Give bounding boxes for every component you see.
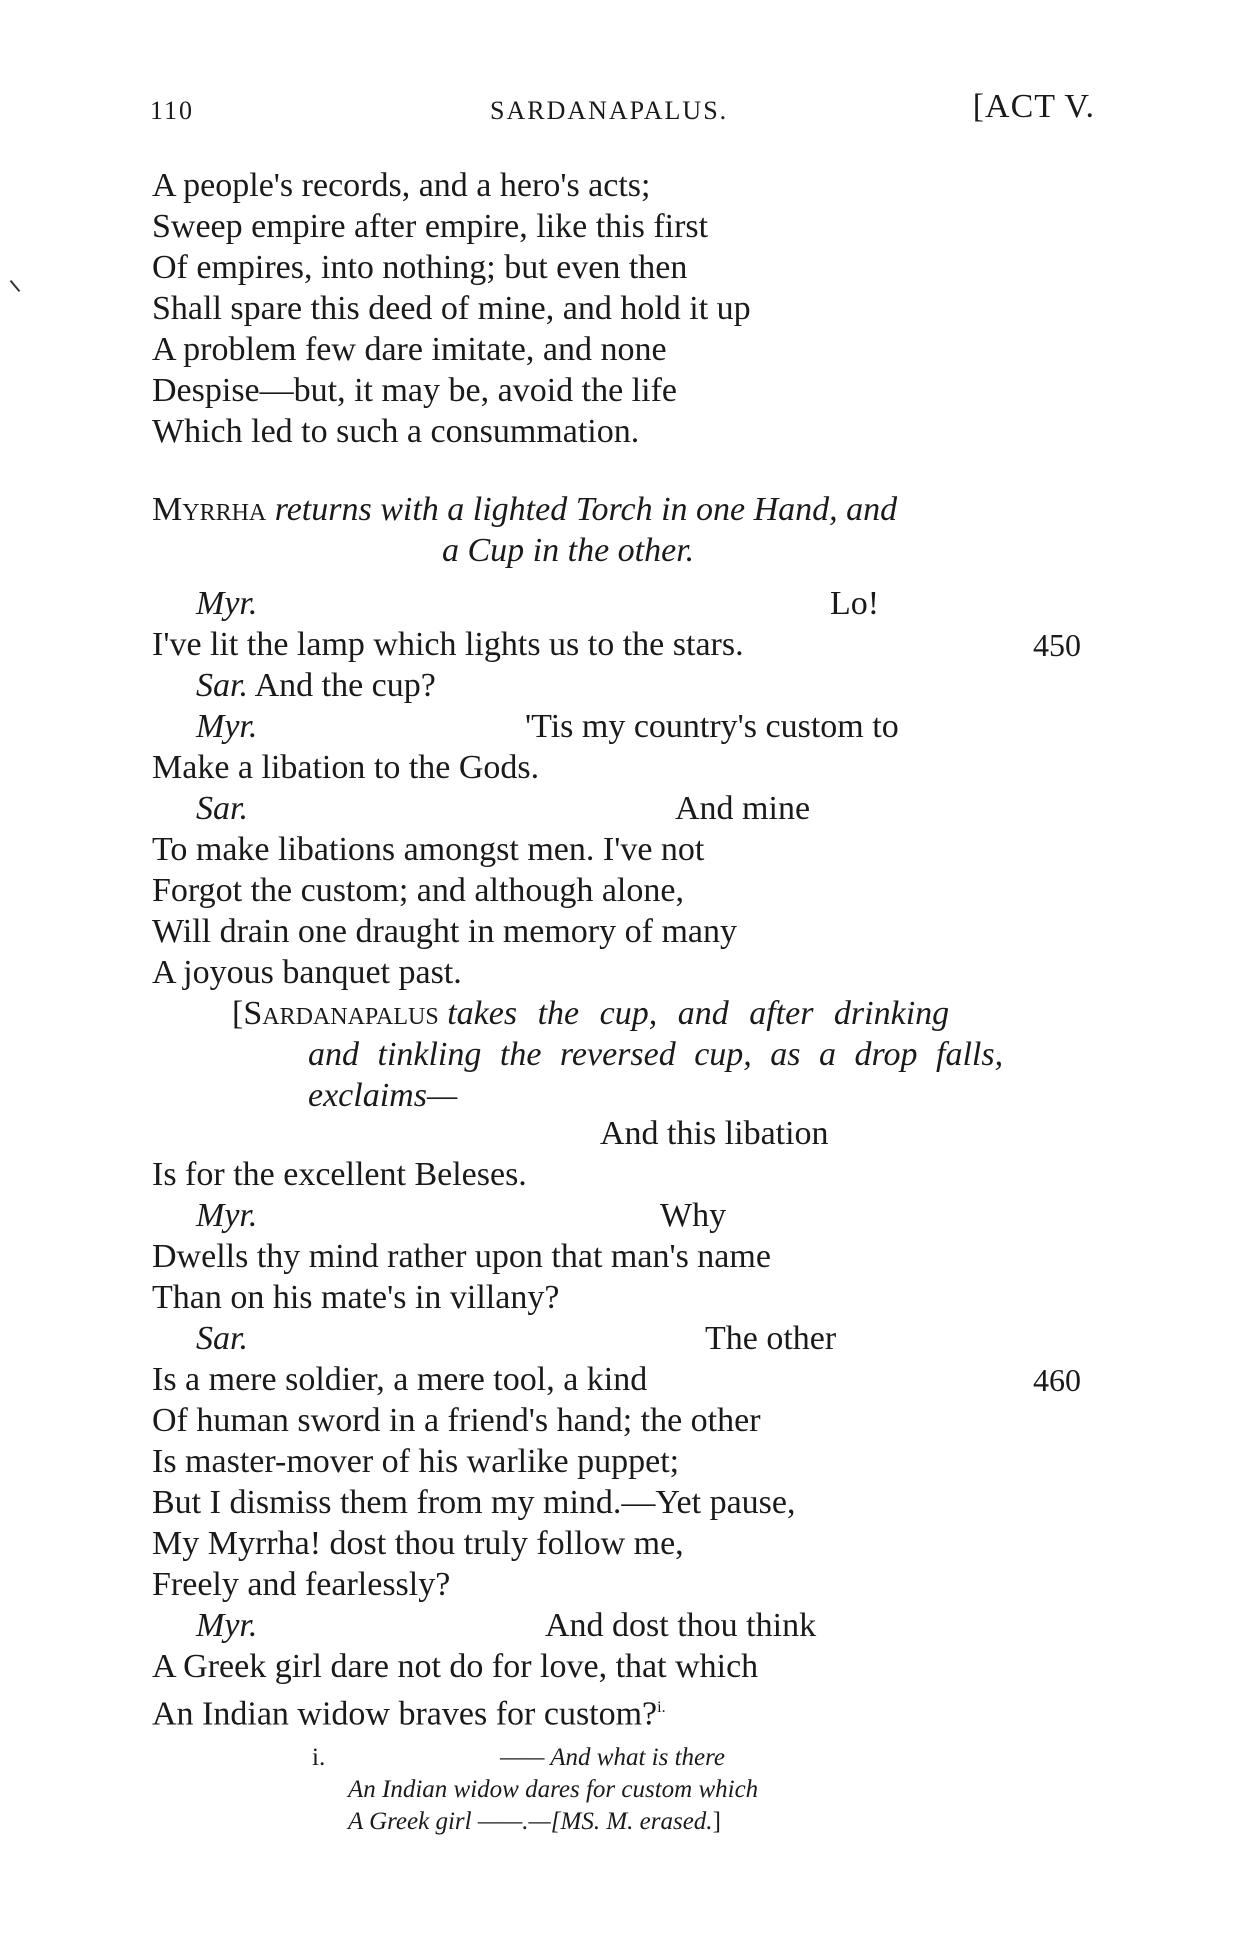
- speaker: Sar.: [196, 667, 248, 704]
- verse-line: Why: [660, 1197, 727, 1234]
- verse-line: And dost thou think: [545, 1607, 817, 1644]
- verse-text: An Indian widow braves for custom?: [152, 1695, 658, 1733]
- margin-mark: [10, 280, 21, 292]
- stage-direction: [152, 490, 897, 530]
- verse-line: Shall spare this deed of mine, and hold it up: [152, 290, 751, 327]
- verse-line: My Myrrha! dost thou truly follow me,: [152, 1525, 684, 1562]
- verse-line: Make a libation to the Gods.: [152, 749, 540, 786]
- verse-line: To make libations amongst men. I've not: [152, 831, 705, 868]
- footnote-line: An Indian widow dares for custom which: [348, 1776, 759, 1803]
- verse-line: Despise—but, it may be, avoid the life: [152, 372, 677, 409]
- act-label: [ACT V.: [972, 88, 1095, 125]
- stage-direction-text: and tinkling the reversed cup, as a drop falls,: [308, 1036, 1004, 1073]
- speaker: Sar.: [196, 790, 248, 827]
- verse-line: Than on his mate's in villany?: [152, 1279, 560, 1316]
- verse-line: But I dismiss them from my mind.—Yet pause,: [152, 1484, 796, 1521]
- verse-line: 'Tis my country's custom to: [525, 708, 899, 745]
- speaker: Myr.: [196, 1607, 258, 1644]
- verse-line: A people's records, and a hero's acts;: [152, 167, 651, 204]
- verse-line: Of empires, into nothing; but even then: [152, 249, 688, 286]
- verse-line: Will drain one draught in memory of many: [152, 913, 737, 950]
- verse-line: Is a mere soldier, a mere tool, a kind: [152, 1361, 648, 1398]
- character-name: Myrrha: [152, 491, 267, 528]
- verse-line: Sweep empire after empire, like this first: [152, 208, 709, 245]
- verse-line: I've lit the lamp which lights us to the stars.: [152, 626, 744, 663]
- verse-line: [196, 666, 436, 706]
- verse-line: A joyous banquet past.: [152, 954, 462, 991]
- line-number: 450: [1033, 627, 1081, 663]
- stage-direction: [232, 994, 949, 1034]
- verse-line: [152, 1688, 666, 1734]
- stage-direction-text: returns with a lighted Torch in one Hand, and: [274, 491, 898, 528]
- verse-line: Dwells thy mind rather upon that man's name: [152, 1238, 771, 1275]
- verse-line: And mine: [675, 790, 811, 827]
- verse-line: Lo!: [830, 585, 880, 622]
- verse-line: Forgot the custom; and although alone,: [152, 872, 684, 909]
- verse-line: And this libation: [600, 1115, 829, 1152]
- verse-line: A Greek girl dare not do for love, that which: [152, 1648, 759, 1685]
- footnote-line: —— And what is there: [500, 1744, 726, 1771]
- speaker: Myr.: [196, 585, 258, 622]
- character-name: [Sardanapalus: [232, 995, 439, 1032]
- verse-line: Is master-mover of his warlike puppet;: [152, 1443, 680, 1480]
- footnote-text: MS. M. erased.: [560, 1808, 713, 1835]
- verse-line: A problem few dare imitate, and none: [152, 331, 667, 368]
- verse-line: Is for the excellent Beleses.: [152, 1156, 527, 1193]
- footnote-reference: i.: [657, 1699, 666, 1716]
- verse-line: The other: [705, 1320, 837, 1357]
- line-number: 460: [1033, 1362, 1081, 1398]
- verse-line: Freely and fearlessly?: [152, 1566, 451, 1603]
- verse-line: Of human sword in a friend's hand; the other: [152, 1402, 761, 1439]
- running-title: SARDANAPALUS.: [490, 96, 729, 125]
- speaker: Myr.: [196, 708, 258, 745]
- page-number: 110: [150, 96, 195, 125]
- stage-direction-text: takes the cup, and after drinking: [447, 995, 950, 1032]
- speaker: Myr.: [196, 1197, 258, 1234]
- footnote-text: A Greek girl ——.—[: [348, 1808, 561, 1835]
- stage-direction-text: exclaims—: [308, 1077, 458, 1114]
- speech: And the cup?: [254, 667, 436, 704]
- stage-direction-text: a Cup in the other.: [442, 532, 695, 569]
- footnote-label: i.: [312, 1744, 326, 1771]
- footnote-line: [348, 1808, 721, 1836]
- footnote-text: ]: [712, 1808, 721, 1835]
- verse-line: Which led to such a consummation.: [152, 413, 640, 450]
- speaker: Sar.: [196, 1320, 248, 1357]
